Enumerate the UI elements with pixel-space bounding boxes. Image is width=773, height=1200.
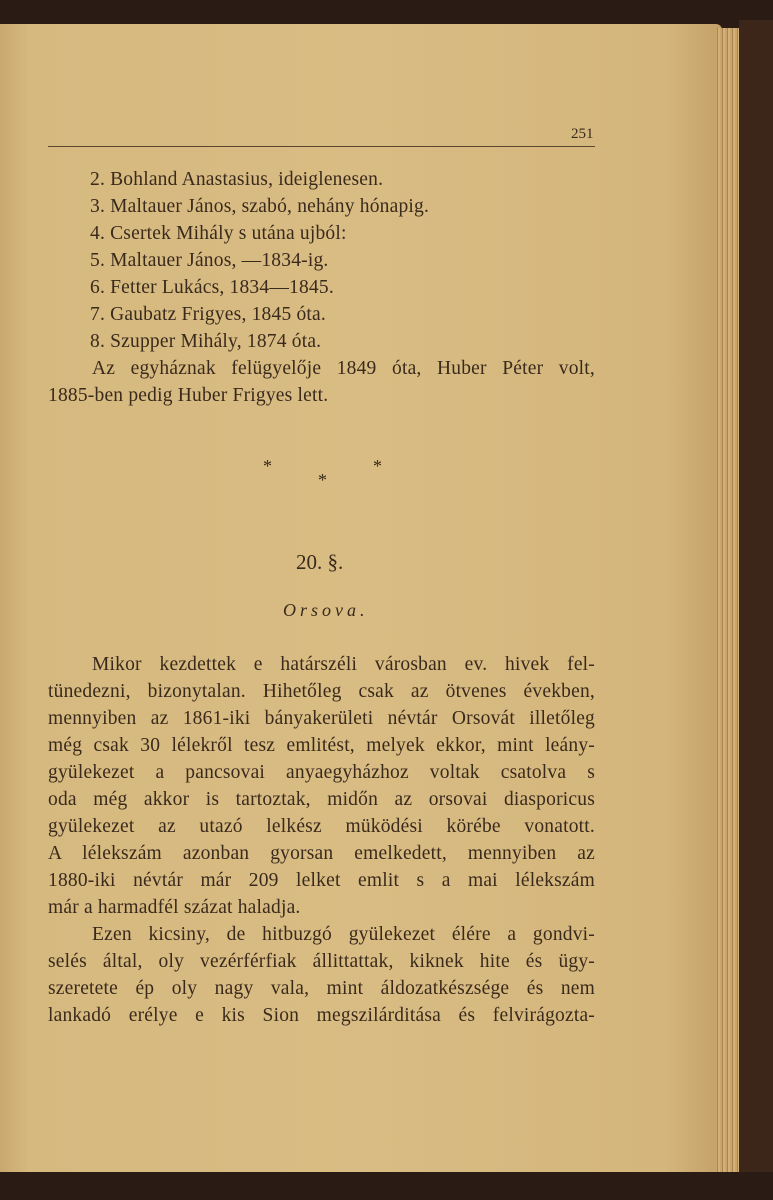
list-item: 6. Fetter Lukács, 1834—1845. [90, 277, 334, 298]
page-number: 251 [571, 126, 594, 142]
asterism-star: * [263, 456, 272, 476]
list-item: 4. Csertek Mihály s utána ujból: [90, 223, 347, 244]
text-line: lankadó erélye e kis Sion megszilárditása és felvirágozta- [48, 1005, 595, 1026]
text-line: 1885-ben pedig Huber Frigyes lett. [48, 385, 329, 406]
header-rule [48, 146, 595, 147]
list-item: 3. Maltauer János, szabó, nehány hónapig. [90, 196, 430, 217]
list-item: 8. Szupper Mihály, 1874 óta. [90, 331, 322, 352]
text-line: selés által, oly vezérférfiak állittattak, kiknek hite és ügy- [48, 951, 595, 972]
background [0, 1172, 773, 1200]
text-line: szeretete ép oly nagy vala, mint áldozatkészsége és nem [48, 978, 595, 999]
text-line: gyülekezet az utazó lelkész müködési körébe vonatott. [48, 816, 595, 837]
text-line: gyülekezet a pancsovai anyaegyházhoz voltak csatolva s [48, 762, 595, 783]
page-edges [715, 28, 739, 1173]
text-line: már a harmadfél százat haladja. [48, 897, 301, 918]
section-number: 20. §. [296, 550, 344, 574]
text-line: oda még akkor is tartoztak, midőn az orsovai diasporicus [48, 789, 595, 810]
text-line: mennyiben az 1861-iki bányakerületi névtár Orsovát illetőleg [48, 708, 595, 729]
text-line: 1880-iki névtár már 209 lelket emlit s a mai lélekszám [48, 870, 595, 891]
text-line: még csak 30 lélekről tesz emlitést, melyek ekkor, mint leány- [48, 735, 595, 756]
text-line: A lélekszám azonban gyorsan emelkedett, mennyiben az [48, 843, 595, 864]
text-line: tünedezni, bizonytalan. Hihetőleg csak az ötvenes években, [48, 681, 595, 702]
section-title: Orsova. [283, 600, 369, 620]
text-line: Az egyháznak felügyelője 1849 óta, Huber Péter volt, [92, 358, 595, 379]
text-line: Ezen kicsiny, de hitbuzgó gyülekezet élére a gondvi- [92, 924, 595, 945]
list-item: 2. Bohland Anastasius, ideiglenesen. [90, 169, 384, 190]
book-cover [739, 20, 773, 1190]
list-item: 7. Gaubatz Frigyes, 1845 óta. [90, 304, 326, 325]
text-line: Mikor kezdettek e határszéli városban ev. hivek fel- [92, 654, 595, 675]
list-item: 5. Maltauer János, —1834-ig. [90, 250, 329, 271]
asterism-star: * [373, 456, 382, 476]
asterism-star: * [318, 470, 327, 490]
